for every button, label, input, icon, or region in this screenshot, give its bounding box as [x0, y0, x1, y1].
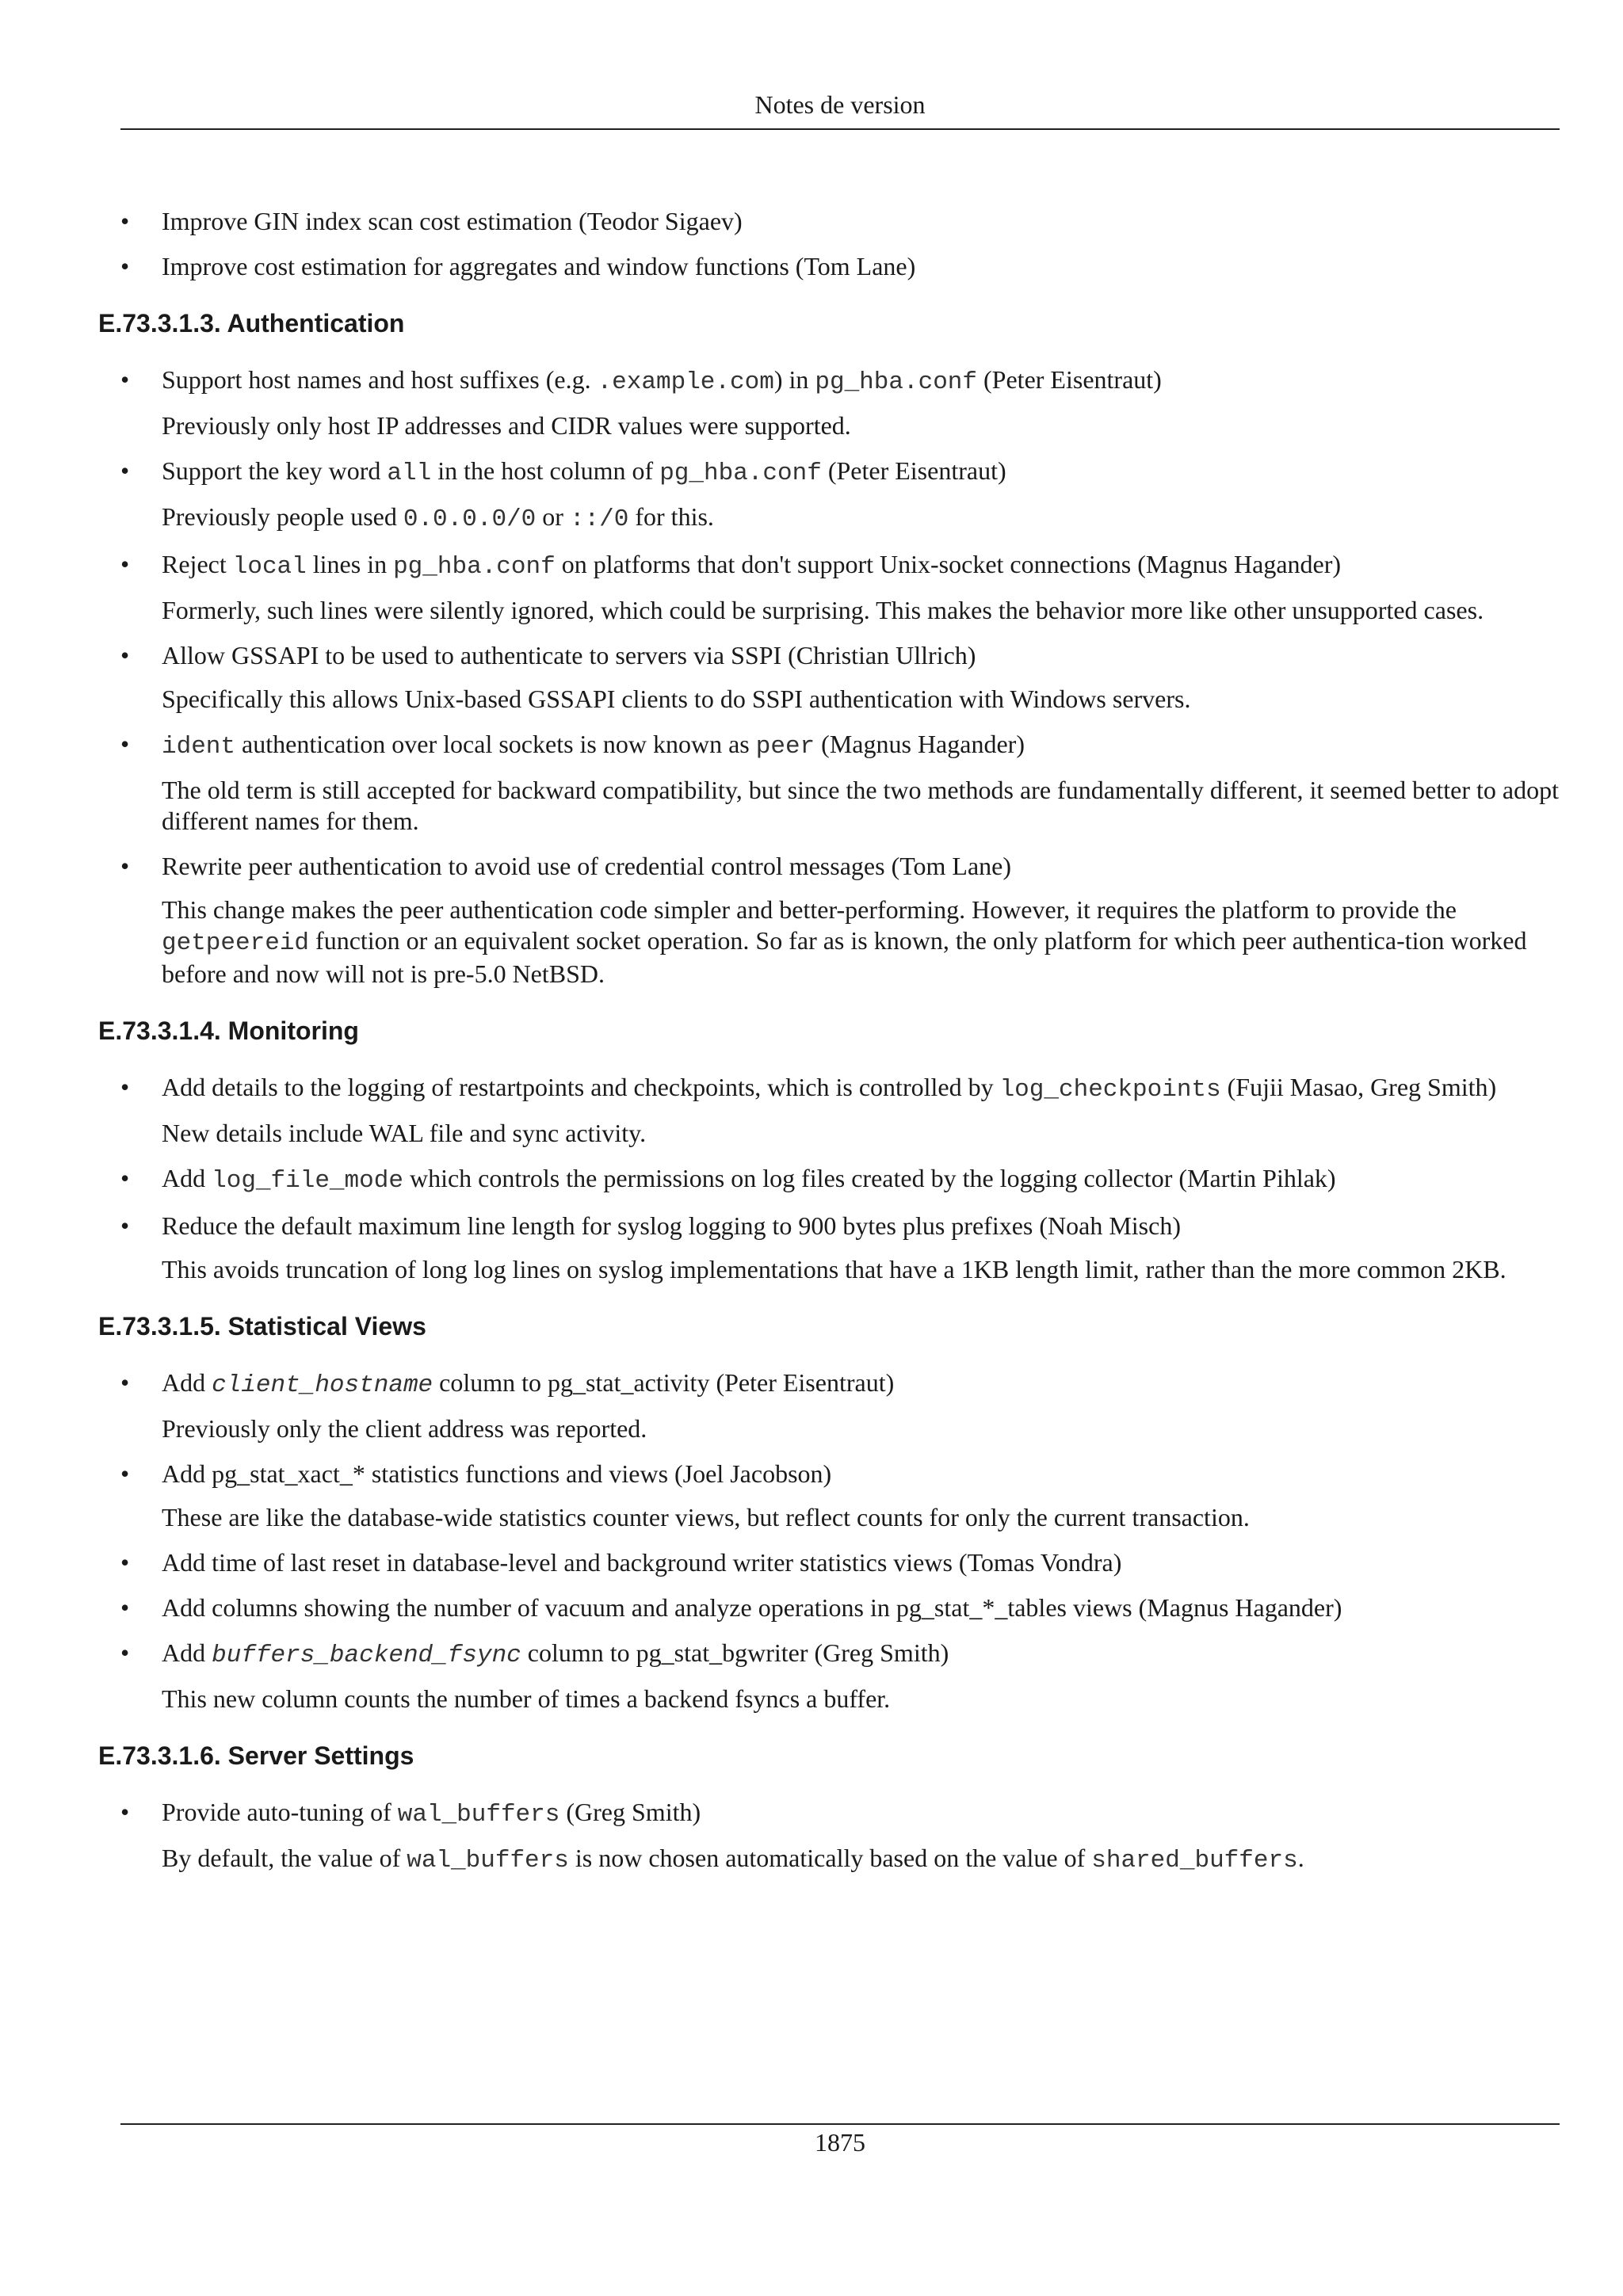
- section-heading-statistical-views: E.73.3.1.5. Statistical Views: [98, 1312, 426, 1341]
- inline-code: local: [232, 553, 307, 581]
- list-item: [98, 549, 1560, 626]
- inline-code: getpeereid: [162, 929, 310, 957]
- text-run: Improve GIN index scan cost estimation (Teodor Sigaev): [162, 207, 743, 235]
- intro-list: [98, 206, 1560, 282]
- text-run: Previously people used: [162, 502, 403, 531]
- page-header: [120, 89, 1560, 130]
- text-run: (Fujii Masao, Greg Smith): [1220, 1073, 1497, 1101]
- header-title: Notes de version: [754, 90, 926, 119]
- item-note: [162, 502, 1560, 535]
- text-run: column to pg_stat_activity (Peter Eisentraut): [433, 1368, 895, 1397]
- inline-code: 0.0.0.0/0: [403, 505, 537, 533]
- inline-code: ident: [162, 733, 236, 761]
- bullet-marker: •: [120, 1368, 130, 1397]
- inline-code: pg_hba.conf: [393, 553, 556, 581]
- text-run: on platforms that don't support Unix-socket connections (Magnus Hagander): [555, 550, 1342, 578]
- page-number: 1875: [815, 2128, 865, 2157]
- list-item: [98, 1072, 1560, 1149]
- text-run: or: [536, 502, 570, 531]
- list-item: [98, 456, 1560, 535]
- text-run: Allow GSSAPI to be used to authenticate to servers via SSPI (Christian Ullrich): [162, 641, 976, 669]
- inline-code: shared_buffers: [1091, 1847, 1298, 1875]
- bullet-marker: •: [120, 550, 130, 578]
- text-run: authentication over local sockets is now known as: [235, 730, 756, 758]
- bullet-marker: •: [120, 1593, 130, 1622]
- text-run: (Magnus Hagander): [815, 730, 1025, 758]
- document-body: [98, 206, 1560, 1890]
- item-note: Specifically this allows Unix-based GSSAPI clients to do SSPI authentication with Windows servers.: [162, 685, 1191, 713]
- text-run: buffers_backend_fsync: [212, 1642, 521, 1669]
- text-run: This change makes the peer authentication code simpler and better-performing. However, it requires the platform to provide the: [162, 895, 1457, 924]
- text-run: Rewrite peer authentication to avoid use of credential control messages (Tom Lane): [162, 852, 1012, 880]
- bullet-marker: •: [120, 365, 130, 394]
- list-item: [98, 251, 1560, 282]
- inline-code: ::/0: [569, 505, 629, 533]
- list-item: [98, 1163, 1560, 1196]
- bullet-marker: •: [120, 1638, 130, 1667]
- text-run: Add: [162, 1638, 212, 1667]
- text-run: Support host names and host suffixes (e.g.: [162, 365, 598, 394]
- text-run: Add time of last reset in database-level and background writer statistics views (Tomas Vondra): [162, 1548, 1122, 1577]
- item-note: This new column counts the number of times a backend fsyncs a buffer.: [162, 1684, 891, 1713]
- inline-code: all: [387, 460, 432, 487]
- text-run: Add pg_stat_xact_* statistics functions and views (Joel Jacobson): [162, 1459, 832, 1488]
- bullet-marker: •: [120, 207, 130, 235]
- section-heading-server-settings: E.73.3.1.6. Server Settings: [98, 1741, 414, 1770]
- item-note: This avoids truncation of long log lines on syslog implementations that have a 1KB length limit, rather than the more common 2KB.: [162, 1255, 1507, 1283]
- text-run: Support the key word: [162, 456, 388, 485]
- inline-code: wal_buffers: [397, 1801, 560, 1829]
- bullet-marker: •: [120, 1798, 130, 1826]
- item-note: These are like the database-wide statistics counter views, but reflect counts for only the current transaction.: [162, 1503, 1250, 1531]
- bullet-marker: •: [120, 1459, 130, 1488]
- bullet-marker: •: [120, 1548, 130, 1577]
- list-item: [98, 640, 1560, 715]
- list-item: [98, 1547, 1560, 1578]
- text-run: Reduce the default maximum line length for syslog logging to 900 bytes plus prefixes (Noah Misch): [162, 1211, 1181, 1240]
- item-note: New details include WAL file and sync activity.: [162, 1119, 647, 1147]
- text-run: is now chosen automatically based on the value of: [568, 1844, 1092, 1872]
- text-run: Improve cost estimation for aggregates and window functions (Tom Lane): [162, 252, 916, 280]
- list-item: [98, 364, 1560, 441]
- bullet-marker: •: [120, 641, 130, 669]
- inline-code: .example.com: [597, 368, 774, 396]
- text-run: By default, the value of: [162, 1844, 407, 1872]
- text-run: for this.: [628, 502, 714, 531]
- text-run: (Peter Eisentraut): [977, 365, 1162, 394]
- text-run: which controls the permissions on log files created by the logging collector (Martin Pihlak): [403, 1164, 1336, 1192]
- inline-code: pg_hba.conf: [659, 460, 822, 487]
- bullet-marker: •: [120, 852, 130, 880]
- inline-code: peer: [755, 733, 815, 761]
- list-item: [98, 1638, 1560, 1714]
- text-run: (Greg Smith): [559, 1798, 701, 1826]
- bullet-marker: •: [120, 730, 130, 758]
- authentication-list: [98, 364, 1560, 990]
- item-note: Previously only the client address was reported.: [162, 1414, 647, 1443]
- item-note: [162, 1843, 1560, 1876]
- text-run: Add: [162, 1368, 212, 1397]
- bullet-marker: •: [120, 1211, 130, 1240]
- server-settings-list: [98, 1797, 1560, 1876]
- text-run: (Peter Eisentraut): [821, 456, 1006, 485]
- item-note: [162, 894, 1560, 990]
- text-run: .: [1297, 1844, 1304, 1872]
- page-footer: [120, 2123, 1560, 2157]
- text-run: Reject: [162, 550, 233, 578]
- bullet-marker: •: [120, 1164, 130, 1192]
- text-run: function or an equivalent socket operation. So far as is known, the only platform for which peer authentica-tion worked before and now will not is pre-5.0 NetBSD.: [162, 926, 1527, 988]
- inline-code: wal_buffers: [407, 1847, 569, 1875]
- text-run: in the host column of: [431, 456, 660, 485]
- text-run: client_hostname: [212, 1371, 433, 1399]
- text-run: ) in: [773, 365, 815, 394]
- bullet-marker: •: [120, 1073, 130, 1101]
- section-heading-monitoring: E.73.3.1.4. Monitoring: [98, 1016, 359, 1045]
- inline-code: log_file_mode: [212, 1167, 403, 1195]
- list-item: [98, 729, 1560, 837]
- text-run: Add details to the logging of restartpoints and checkpoints, which is controlled by: [162, 1073, 1000, 1101]
- text-run: Add: [162, 1164, 212, 1192]
- text-run: Provide auto-tuning of: [162, 1798, 398, 1826]
- monitoring-list: [98, 1072, 1560, 1285]
- inline-code: log_checkpoints: [999, 1076, 1221, 1104]
- inline-code: pg_hba.conf: [815, 368, 978, 396]
- item-note: Previously only host IP addresses and CIDR values were supported.: [162, 411, 851, 440]
- list-item: [98, 1211, 1560, 1285]
- section-heading-authentication: E.73.3.1.3. Authentication: [98, 309, 405, 338]
- bullet-marker: •: [120, 456, 130, 485]
- list-item: [98, 206, 1560, 237]
- text-run: lines in: [306, 550, 394, 578]
- list-item: [98, 1459, 1560, 1533]
- item-note: Formerly, such lines were silently ignored, which could be surprising. This makes the behavior more like other unsupported cases.: [162, 596, 1484, 624]
- text-run: Add columns showing the number of vacuum and analyze operations in pg_stat_*_tables views (Magnus Hagander): [162, 1593, 1342, 1622]
- list-item: [98, 851, 1560, 990]
- statistical-views-list: [98, 1367, 1560, 1714]
- bullet-marker: •: [120, 252, 130, 280]
- item-note: The old term is still accepted for backward compatibility, but since the two methods are fundamentally different, it seemed better to adopt different names for them.: [162, 776, 1559, 835]
- list-item: [98, 1592, 1560, 1623]
- list-item: [98, 1367, 1560, 1444]
- list-item: [98, 1797, 1560, 1876]
- text-run: column to pg_stat_bgwriter (Greg Smith): [521, 1638, 949, 1667]
